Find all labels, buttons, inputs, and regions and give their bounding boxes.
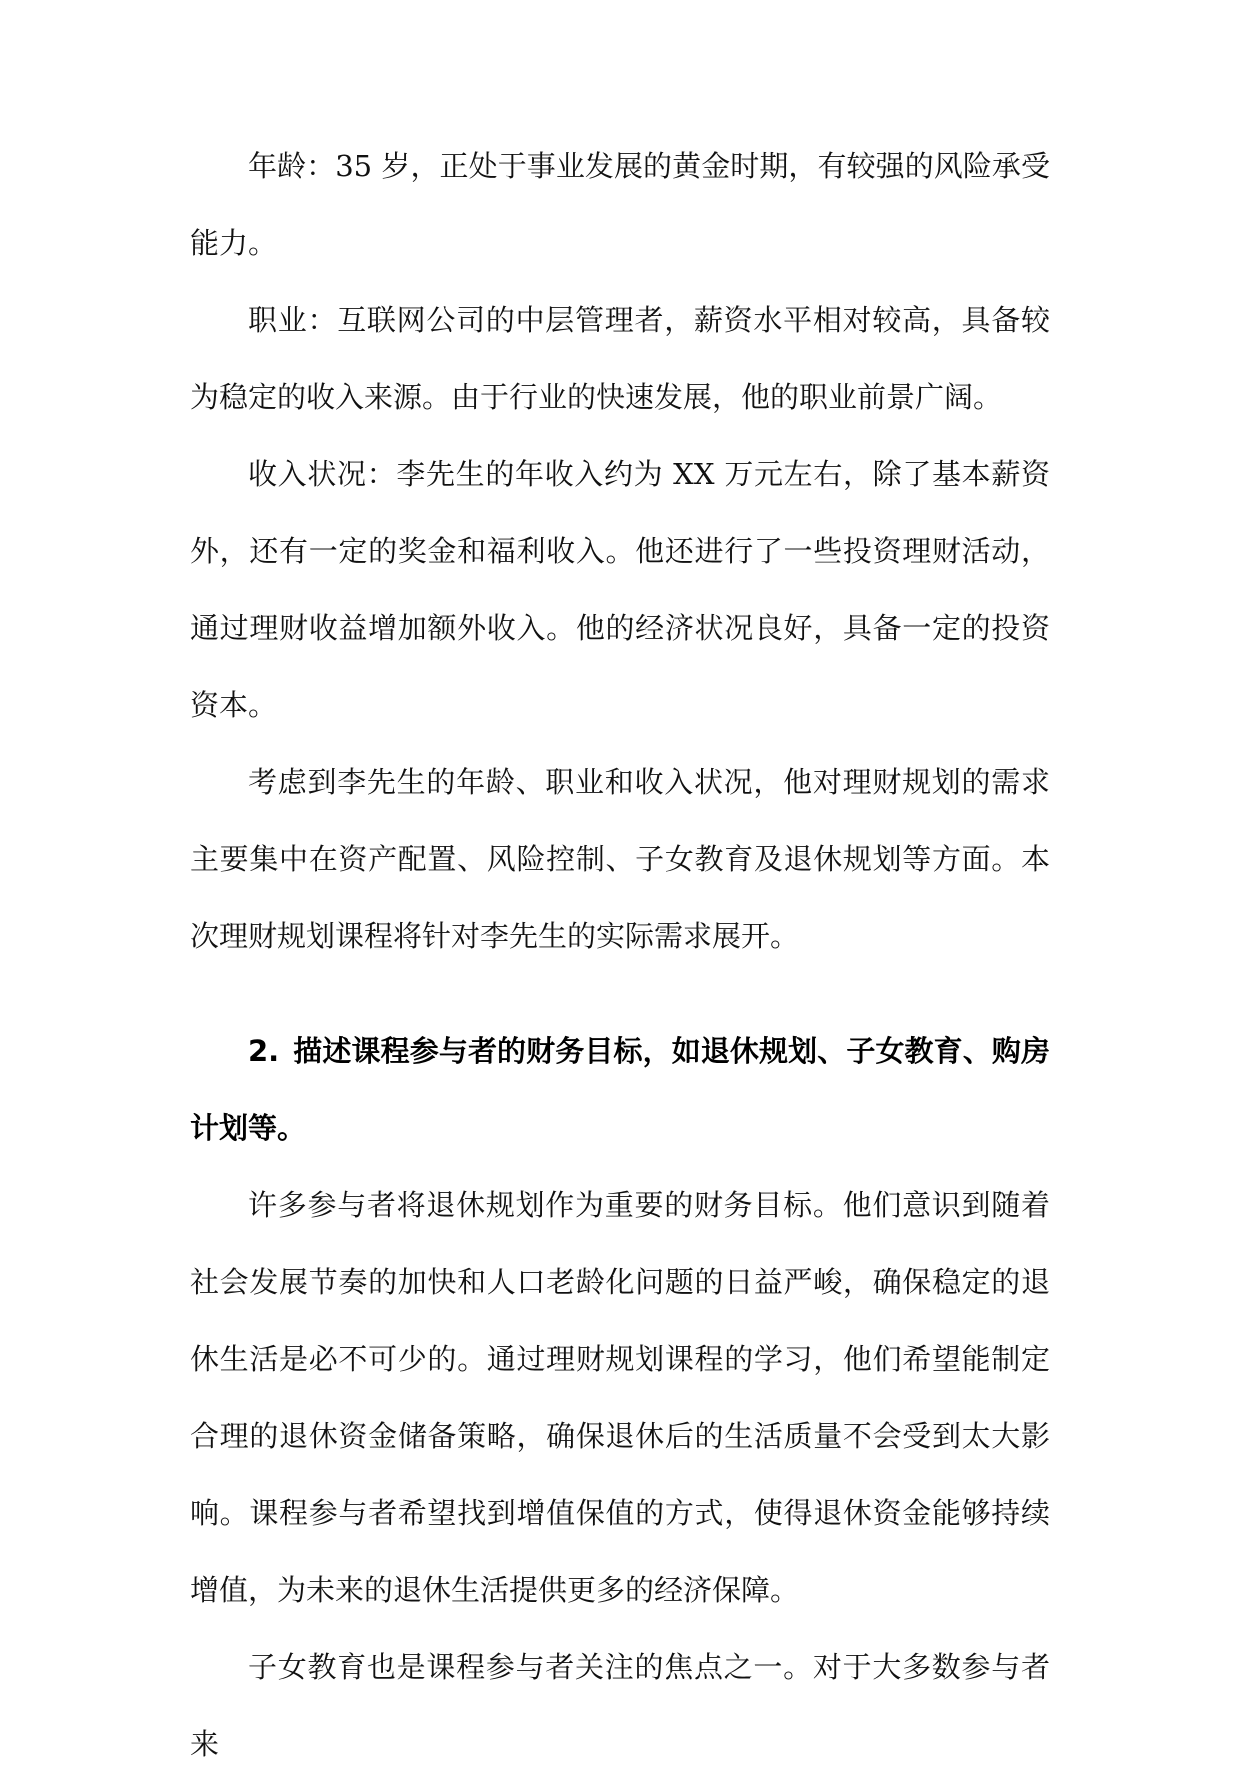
paragraph-age: 年龄：35 岁，正处于事业发展的黄金时期，有较强的风险承受能力。 <box>190 149 1050 260</box>
section-heading <box>190 1013 1050 1167</box>
paragraph-retirement-goal: 许多参与者将退休规划作为重要的财务目标。他们意识到随着社会发展节奏的加快和人口老龄化问题的日益严峻，确保稳定的退休生活是必不可少的。通过理财规划课程的学习，他们希望能制定合理的退休资金储备策略，确保退休后的生活质量不会受到太大影响。课程参与者希望找到增值保值的方式，使得退休资金能够持续增值，为未来的退休生活提供更多的经济保障。 <box>190 1188 1050 1607</box>
paragraph-needs-summary: 考虑到李先生的年龄、职业和收入状况，他对理财规划的需求主要集中在资产配置、风险控制、子女教育及退休规划等方面。本次理财规划课程将针对李先生的实际需求展开。 <box>190 765 1050 953</box>
section-heading-number: 2. <box>248 1034 280 1068</box>
paragraph-occupation: 职业：互联网公司的中层管理者，薪资水平相对较高，具备较为稳定的收入来源。由于行业的快速发展，他的职业前景广阔。 <box>190 303 1050 414</box>
paragraph-income: 收入状况：李先生的年收入约为 XX 万元左右，除了基本薪资外，还有一定的奖金和福利收入。他还进行了一些投资理财活动，通过理财收益增加额外收入。他的经济状况良好，具备一定的投资资本。 <box>190 457 1050 722</box>
document-body <box>190 128 1050 1783</box>
section-heading-text: 描述课程参与者的财务目标，如退休规划、子女教育、购房计划等。 <box>190 1034 1050 1145</box>
paragraph-education-goal: 子女教育也是课程参与者关注的焦点之一。对于大多数参与者来 <box>190 1650 1050 1761</box>
